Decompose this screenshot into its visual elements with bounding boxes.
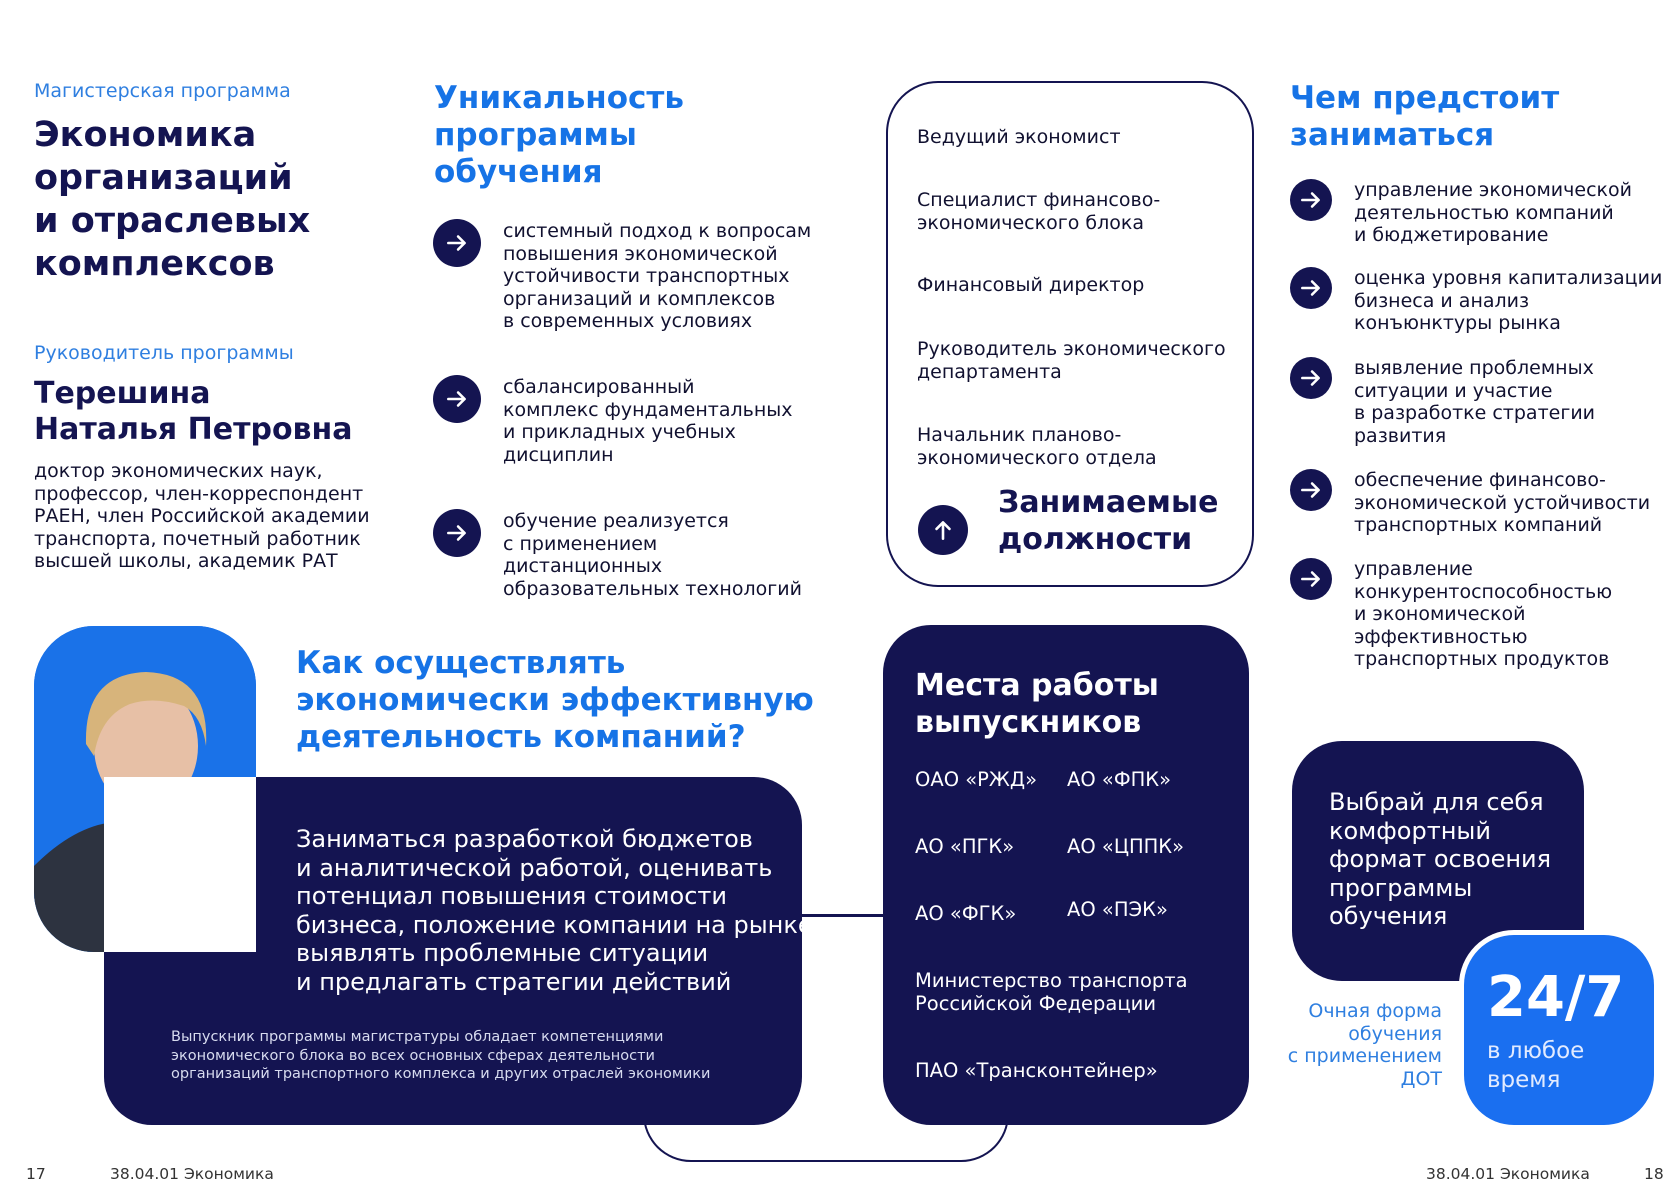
employer-item: ОАО «РЖД»: [915, 768, 1038, 791]
task-item: [1290, 179, 1632, 247]
uniqueness-item-line: дисциплин: [503, 443, 614, 466]
position-item-line: Специалист финансово-: [917, 189, 1161, 211]
program-label: Магистерская программа: [34, 80, 291, 102]
employer-item: АО «ЦППК»: [1067, 835, 1185, 858]
task-item: [1290, 558, 1612, 671]
arrow-right-icon: [433, 375, 481, 423]
format-choose-line: обучения: [1329, 902, 1448, 930]
task-item-line: конъюнктуры рынка: [1354, 312, 1561, 334]
arrow-right-icon: [1290, 179, 1332, 221]
positions-title-line: Занимаемые: [998, 485, 1219, 520]
format-choose-line: комфортный: [1329, 816, 1491, 845]
uniqueness-item-line: комплекс фундаментальных: [503, 398, 793, 421]
uniqueness-item-line: с применением: [503, 532, 658, 555]
format-247-sub-line: время: [1487, 1066, 1561, 1093]
format-mode: [1288, 1000, 1442, 1090]
arrow-right-icon: [1290, 469, 1332, 511]
uniqueness-item: [433, 375, 793, 466]
head-bio: [34, 460, 370, 573]
format-choose-text: [1329, 788, 1551, 931]
how-note: [171, 1028, 710, 1084]
tasks-title-line: заниматься: [1290, 117, 1495, 153]
head-name-line: Терешина: [34, 376, 211, 411]
task-item: [1290, 267, 1662, 335]
employer-item: [915, 1059, 1158, 1082]
position-item-line: Начальник планово-: [917, 424, 1122, 446]
position-item-line: экономического отдела: [917, 446, 1157, 469]
position-item-line: Руководитель экономического: [917, 338, 1226, 360]
uniqueness-item-line: в современных условиях: [503, 310, 753, 332]
program-title-line: комплексов: [34, 244, 275, 284]
position-item: [917, 338, 1226, 383]
how-title: [296, 645, 814, 756]
employer-item: АО «ФГК»: [915, 902, 1017, 925]
position-item-line: экономического блока: [917, 211, 1144, 234]
program-title-line: Экономика: [34, 115, 257, 155]
task-item-line: управление: [1354, 558, 1473, 580]
format-247-sub-line: в любое: [1487, 1038, 1585, 1064]
head-bio-line: РАЕН, член Российской академии: [34, 505, 370, 527]
employer-item: АО «ПЭК»: [1067, 898, 1168, 921]
format-mode-line: ДОТ: [1400, 1067, 1442, 1090]
uniqueness-item-line: сбалансированный: [503, 376, 695, 398]
head-name: [34, 376, 353, 448]
task-item-line: бизнеса и анализ: [1354, 289, 1530, 312]
task-item-line: ситуации и участие: [1354, 379, 1553, 402]
employer-item-line: Министерство транспорта: [915, 969, 1188, 992]
how-title-line: деятельность компаний?: [296, 719, 746, 755]
format-choose-line: программы: [1329, 873, 1473, 902]
uniqueness-item-line: повышения экономической: [503, 242, 778, 265]
how-title-line: Как осуществлять: [296, 645, 626, 681]
how-note-line: организаций транспортного комплекса и других отраслей экономики: [171, 1066, 711, 1082]
position-item: [917, 274, 1144, 297]
uniqueness-item: [433, 219, 811, 333]
position-item-line: департамента: [917, 360, 1062, 383]
page-number-right: 18: [1644, 1165, 1664, 1183]
how-title-line: экономически эффективную: [296, 682, 814, 718]
task-item-line: транспортных компаний: [1354, 514, 1603, 536]
task-item-line: развития: [1354, 424, 1447, 447]
format-247-sub: [1487, 1037, 1584, 1094]
page-number-left: 17: [26, 1165, 46, 1183]
head-bio-line: транспорта, почетный работник: [34, 527, 361, 550]
task-item-line: эффективностью: [1354, 625, 1528, 648]
head-bio-line: профессор, член-корреспондент: [34, 482, 364, 505]
how-main-line: Заниматься разработкой бюджетов: [296, 825, 753, 853]
format-mode-line: Очная форма: [1308, 1000, 1442, 1022]
uniqueness-item: [433, 509, 802, 600]
portrait-frame: [34, 626, 256, 952]
employers-title-line: Места работы: [915, 668, 1159, 703]
how-main-text: [296, 825, 820, 996]
task-item-line: оценка уровня капитализации: [1354, 267, 1663, 289]
task-item-line: выявление проблемных: [1354, 357, 1594, 379]
arrow-right-icon: [1290, 558, 1332, 600]
uniqueness-title-line: программы: [434, 117, 637, 153]
employer-item-line: ПАО «Трансконтейнер»: [915, 1059, 1158, 1082]
position-item: [917, 126, 1121, 149]
uniqueness-item-line: обучение реализуется: [503, 510, 729, 532]
head-label: Руководитель программы: [34, 342, 294, 364]
positions-title-line: должности: [998, 522, 1193, 557]
task-item: [1290, 469, 1650, 537]
employer-item: [915, 970, 1188, 1015]
how-main-line: выявлять проблемные ситуации: [296, 939, 709, 967]
task-item-line: деятельностью компаний: [1354, 201, 1614, 224]
task-item-line: управление экономической: [1354, 179, 1632, 201]
uniqueness-title-line: Уникальность: [434, 80, 684, 116]
format-247: 24/7: [1487, 965, 1625, 1030]
uniqueness-item-line: образовательных технологий: [503, 577, 802, 600]
head-bio-line: высшей школы, академик РАТ: [34, 550, 338, 572]
task-item-line: в разработке стратегии: [1354, 402, 1596, 424]
position-item-line: Финансовый директор: [917, 274, 1145, 296]
how-note-line: экономического блока во всех основных сферах деятельности: [171, 1047, 655, 1064]
positions-title: [998, 484, 1218, 558]
how-main-line: потенциал повышения стоимости: [296, 882, 727, 910]
uniqueness-item-line: дистанционных: [503, 555, 663, 577]
task-item-line: экономической устойчивости: [1354, 491, 1651, 514]
format-choose-line: Выбрай для себя: [1329, 788, 1544, 816]
uniqueness-item-line: организаций и комплексов: [503, 287, 776, 310]
how-main-line: и предлагать стратегии действий: [296, 967, 732, 996]
head-name-line: Наталья Петровна: [34, 412, 353, 447]
uniqueness-item-line: устойчивости транспортных: [503, 265, 790, 287]
format-247-box: [1464, 935, 1654, 1125]
arrow-up-icon: [918, 505, 968, 555]
position-item: [917, 424, 1157, 469]
program-title: [34, 114, 310, 286]
arrow-right-icon: [1290, 357, 1332, 399]
how-main-line: и аналитической работой, оценивать: [296, 853, 773, 882]
format-mode-line: с применением: [1287, 1045, 1442, 1067]
head-bio-line: доктор экономических наук,: [34, 460, 323, 482]
how-note-line: Выпускник программы магистратуры обладает компетенциями: [171, 1029, 664, 1045]
arrow-right-icon: [433, 509, 481, 557]
task-item-line: и экономической: [1354, 603, 1526, 625]
how-main-line: бизнеса, положение компании на рынке,: [296, 910, 821, 939]
employers-title: [915, 667, 1159, 741]
arrow-right-icon: [1290, 267, 1332, 309]
employer-item: АО «ПГК»: [915, 835, 1015, 858]
footer-code-left: 38.04.01 Экономика: [110, 1165, 274, 1183]
footer-code-right: 38.04.01 Экономика: [1426, 1165, 1590, 1183]
arrow-right-icon: [433, 219, 481, 267]
uniqueness-title-line: обучения: [434, 154, 603, 190]
uniqueness-item-line: системный подход к вопросам: [503, 220, 812, 242]
employers-title-line: выпускников: [915, 705, 1142, 740]
task-item-line: и бюджетирование: [1354, 224, 1549, 246]
position-item: [917, 189, 1160, 234]
uniqueness-item-line: и прикладных учебных: [503, 421, 736, 443]
program-title-line: и отраслевых: [34, 201, 311, 241]
format-choose-line: формат освоения: [1329, 845, 1552, 873]
tasks-title-line: Чем предстоит: [1290, 80, 1560, 116]
task-item: [1290, 357, 1595, 447]
employer-item: АО «ФПК»: [1067, 768, 1172, 791]
task-item-line: транспортных продуктов: [1354, 648, 1610, 670]
position-item-line: Ведущий экономист: [917, 126, 1121, 148]
task-item-line: обеспечение финансово-: [1354, 469, 1606, 491]
program-title-line: организаций: [34, 158, 293, 198]
tasks-title: [1290, 80, 1559, 154]
employer-item-line: Российской Федерации: [915, 991, 1156, 1015]
task-item-line: конкурентоспособностью: [1354, 580, 1613, 603]
uniqueness-title: [434, 80, 684, 191]
format-mode-line: обучения: [1348, 1022, 1442, 1045]
